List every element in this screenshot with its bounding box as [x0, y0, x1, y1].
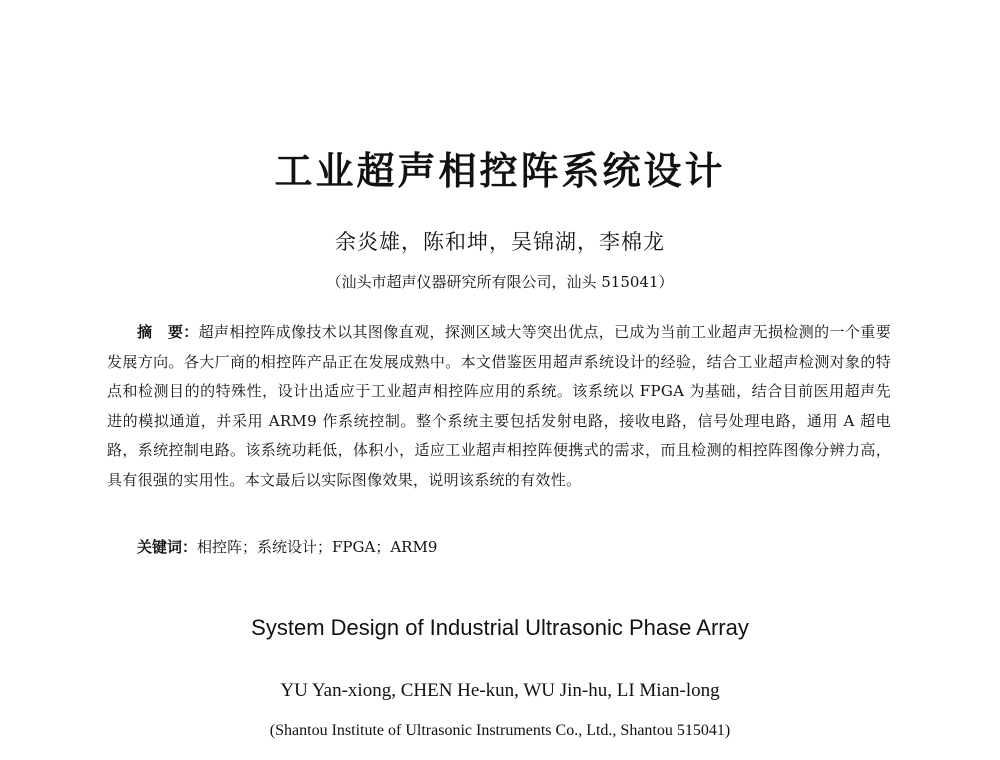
keywords-text: 相控阵；系统设计；FPGA；ARM9 [197, 538, 438, 556]
abstract-paragraph [107, 318, 891, 495]
paper-title-chinese: 工业超声相控阵系统设计 [274, 149, 726, 193]
keywords-label: 关键词： [137, 538, 198, 556]
affiliation-chinese: （汕头市超声仪器研究所有限公司，汕头 515041） [326, 273, 674, 291]
abstract-text: 超声相控阵成像技术以其图像直观，探测区域大等突出优点，已成为当前工业超声无损检测的一个重要发展方向。各大厂商的相控阵产品正在发展成熟中。本文借鉴医用超声系统设计的经验，结合工业超声检测对象的特点和检测目的的特殊性，设计出适应于工业超声相控阵应用的系统。该系统以 FPGA 为基础，结合目前医用超声先进的模拟通道，并采用 ARM9 作系统控制。整个系统主要包括发射电路，接收电路，信号处理电路，通用 A 超电路，系统控制电路。该系统功耗低，体积小，适应工业超声相控阵便携式的需求，而且检测的相控阵图像分辨力高，具有很强的实用性。本文最后以实际图像效果，说明该系统的有效性。 [107, 323, 891, 489]
authors-chinese: 余炎雄，陈和坤，吴锦湖，李棉龙 [335, 230, 665, 254]
affiliation-english: (Shantou Institute of Ultrasonic Instruments Co., Ltd., Shantou 515041) [269, 722, 731, 739]
paper-title-english: System Design of Industrial Ultrasonic Phase Array [251, 615, 749, 640]
abstract-label: 摘 要： [137, 323, 199, 341]
keywords-line [137, 533, 897, 561]
authors-english: YU Yan-xiong, CHEN He-kun, WU Jin-hu, LI Mian-long [280, 680, 720, 701]
